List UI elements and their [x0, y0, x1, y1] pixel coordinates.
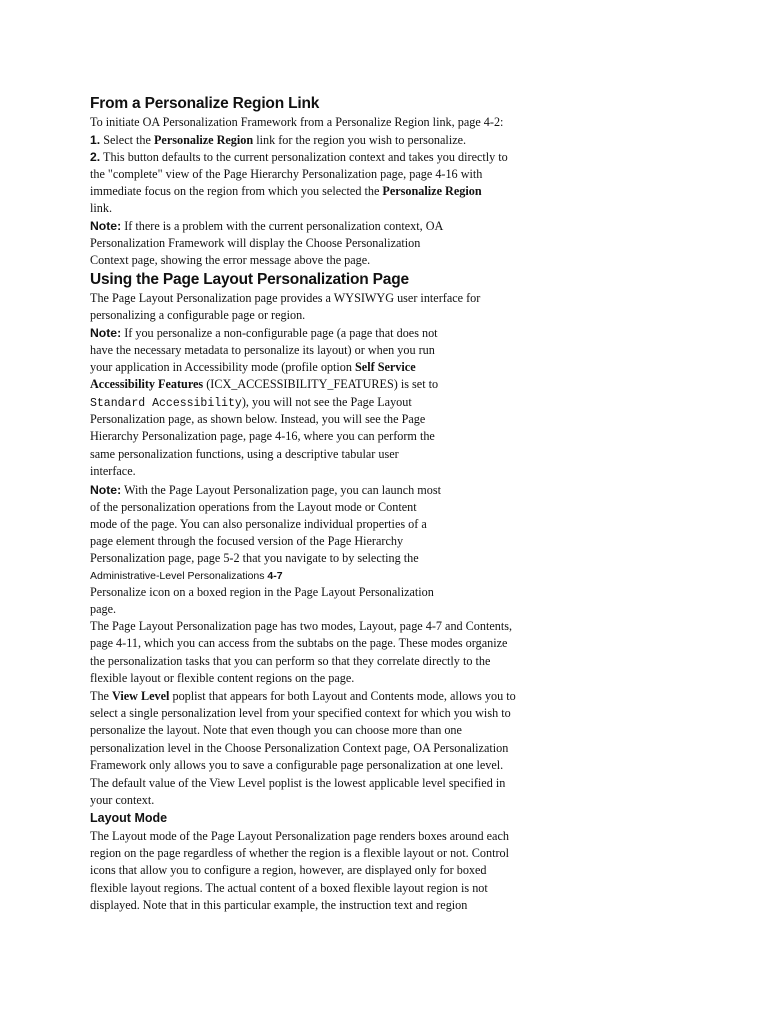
paragraph-line: personalize the layout. Note that even though you can choose more than one — [90, 723, 462, 737]
paragraph-line — [90, 376, 438, 393]
text: poplist that appears for both Layout and Contents mode, allows you to — [169, 689, 516, 703]
note-label: Note: — [90, 483, 122, 497]
paragraph-line: page. — [90, 602, 117, 616]
footer-text: Administrative-Level Personalizations — [90, 570, 268, 582]
paragraph-line: Personalization Framework will display the Choose Personalization — [90, 236, 421, 250]
paragraph-line: have the necessary metadata to personalize its layout) or when you run — [90, 343, 435, 357]
paragraph-line: personalization level in the Choose Personalization Context page, OA Personalization — [90, 741, 509, 755]
paragraph-line — [90, 359, 416, 376]
paragraph-line: same personalization functions, using a descriptive tabular user — [90, 447, 399, 461]
paragraph-line: of the personalization operations from the Layout mode or Content — [90, 500, 417, 514]
paragraph-line: The Page Layout Personalization page has two modes, Layout, page 4-7 and Contents, — [90, 619, 513, 633]
paragraph-line: link. — [90, 201, 113, 215]
paragraph-line: region on the page regardless of whether the region is a flexible layout or not. Control — [90, 846, 509, 860]
note-label: Note: — [90, 219, 122, 233]
paragraph-line: To initiate OA Personalization Framework from a Personalize Region link, page 4-2: — [90, 115, 504, 129]
bold-term: Personalize Region — [382, 184, 482, 198]
paragraph-line: page element through the focused version of the Page Hierarchy — [90, 534, 404, 548]
paragraph-line: Personalization page, page 5-2 that you navigate to by selecting the — [90, 551, 419, 565]
paragraph-line: interface. — [90, 464, 136, 478]
text: If you personalize a non-configurable page (a page that does not — [121, 326, 438, 340]
section-heading-layout-mode: Layout Mode — [90, 811, 168, 825]
bold-term: Accessibility Features — [90, 377, 204, 391]
paragraph-line: personalizing a configurable page or region. — [90, 308, 306, 322]
text: (ICX_ACCESSIBILITY_FEATURES) is set to — [203, 377, 439, 391]
text: With the Page Layout Personalization page, you can launch most — [121, 483, 441, 497]
paragraph-line: Framework only allows you to save a configurable page personalization at one level. — [90, 758, 504, 772]
paragraph-line: flexible layout or flexible content regions on the page. — [90, 671, 355, 685]
text: This button defaults to the current personalization context and takes you directly to — [100, 150, 508, 164]
paragraph-line: Hierarchy Personalization page, page 4-16, where you can perform the — [90, 429, 435, 443]
text: If there is a problem with the current personalization context, OA — [121, 219, 444, 233]
paragraph-line: Personalize icon on a boxed region in the Page Layout Personalization — [90, 585, 434, 599]
page-footer — [90, 568, 283, 585]
paragraph-line: Personalization page, as shown below. Instead, you will see the Page — [90, 412, 426, 426]
step-number: 1. — [90, 133, 101, 147]
text: link for the region you wish to personalize. — [253, 133, 467, 147]
paragraph-line: select a single personalization level from your specified context for which you wish to — [90, 706, 511, 720]
text: immediate focus on the region from which you selected the — [90, 184, 383, 198]
step-1-line — [90, 132, 466, 149]
section-heading-personalize-region-link: From a Personalize Region Link — [90, 95, 320, 112]
paragraph-line: icons that allow you to configure a region, however, are displayed only for boxed — [90, 863, 487, 877]
code-value: Standard Accessibility — [90, 397, 242, 410]
paragraph-line: The Layout mode of the Page Layout Personalization page renders boxes around each — [90, 829, 509, 843]
text: ), you will not see the Page Layout — [241, 395, 412, 409]
paragraph-line — [90, 394, 412, 412]
step-number: 2. — [90, 150, 101, 164]
paragraph-line: flexible layout regions. The actual content of a boxed flexible layout region is not — [90, 881, 488, 895]
paragraph-line: the "complete" view of the Page Hierarchy Personalization page, page 4-16 with — [90, 167, 483, 181]
paragraph-line: mode of the page. You can also personalize individual properties of a — [90, 517, 427, 531]
bold-term: View Level — [112, 689, 170, 703]
paragraph-line: Context page, showing the error message above the page. — [90, 253, 371, 267]
bold-term: Self Service — [355, 360, 416, 374]
paragraph-line: your context. — [90, 793, 155, 807]
bold-term: Personalize Region — [153, 133, 254, 147]
note-line — [90, 482, 441, 499]
paragraph-line: The default value of the View Level poplist is the lowest applicable level specified in — [90, 776, 506, 790]
text: Select the — [100, 133, 154, 147]
step-2-line — [90, 149, 508, 166]
note-line — [90, 218, 443, 235]
note-line — [90, 325, 438, 342]
section-heading-page-layout: Using the Page Layout Personalization Page — [90, 271, 409, 288]
paragraph-line: displayed. Note that in this particular example, the instruction text and region — [90, 898, 468, 912]
paragraph-line — [90, 183, 482, 200]
paragraph-line: The Page Layout Personalization page provides a WYSIWYG user interface for — [90, 291, 481, 305]
text: The — [90, 689, 112, 703]
text: your application in Accessibility mode (profile option — [90, 360, 356, 374]
paragraph-line — [90, 688, 516, 705]
paragraph-line: the personalization tasks that you can perform so that they correlate directly to the — [90, 654, 491, 668]
note-label: Note: — [90, 326, 122, 340]
paragraph-line: page 4-11, which you can access from the subtabs on the page. These modes organize — [90, 636, 508, 650]
footer-page-number: 4-7 — [267, 570, 283, 582]
